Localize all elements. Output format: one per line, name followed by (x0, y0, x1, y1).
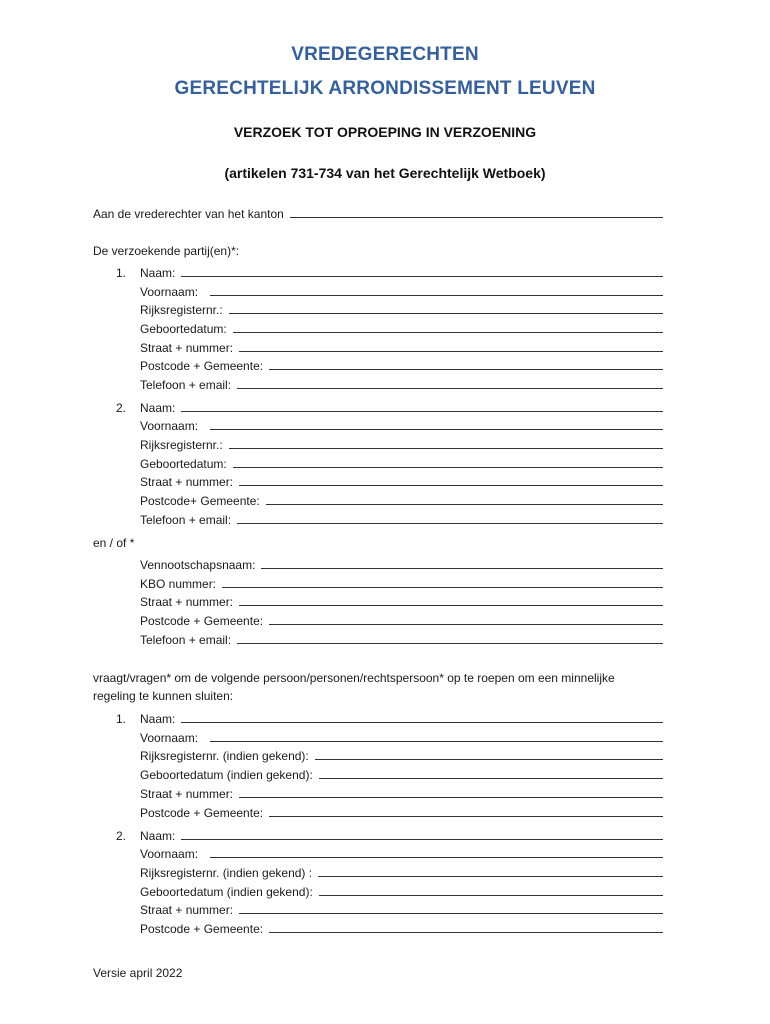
verzoeker2-straat-blank[interactable] (239, 484, 663, 486)
tegenpartij2-naam-blank[interactable] (181, 838, 663, 840)
request-text-line1: vraagt/vragen* om de volgende persoon/personen/rechtspersoon* op te roepen om een minnelijke (93, 671, 615, 685)
tegenpartij2-straat-field[interactable] (140, 903, 663, 917)
kanton-blank[interactable] (290, 216, 663, 218)
verzoeker1-rijks-blank[interactable] (229, 312, 663, 314)
verzoeker2-telefoon-blank[interactable] (237, 522, 663, 524)
verzoeker2-voornaam-label: Voornaam: (140, 419, 199, 433)
tegenpartij2-naam-label: Naam: (140, 829, 176, 843)
tegenpartij1-geboorte-label: Geboortedatum (indien gekend): (140, 768, 313, 782)
verzoeker2-geboorte-field[interactable] (140, 457, 663, 471)
tegenpartij2-voornaam-field[interactable] (140, 847, 663, 861)
vennootschap-postcode-field[interactable] (140, 614, 663, 628)
tegenpartij1-straat-field[interactable] (140, 787, 663, 801)
en-of-text: en / of * (93, 536, 135, 550)
tegenpartij1-geboorte-blank[interactable] (319, 777, 663, 779)
tegenpartij1-voornaam-blank[interactable] (210, 740, 663, 742)
form-subtitle: VERZOEK TOT OPROEPING IN VERZOENING (233, 124, 537, 140)
tegenpartij1-naam-blank[interactable] (181, 721, 663, 723)
vennootschap-naam-label: Vennootschapsnaam: (140, 558, 256, 572)
request-text-line2: regeling te kunnen sluiten: (93, 689, 234, 703)
verzoeker2-naam-field[interactable] (140, 401, 663, 415)
verzoeker2-naam-label: Naam: (140, 401, 176, 415)
vennootschap-postcode-label: Postcode + Gemeente: (140, 614, 264, 628)
tegenpartij2-rijks-field[interactable] (140, 866, 663, 880)
tegenpartij1-straat-blank[interactable] (239, 796, 663, 798)
tegenpartij2-naam-field[interactable] (140, 829, 663, 843)
vennootschap-naam-field[interactable] (140, 558, 663, 572)
verzoeker2-voornaam-blank[interactable] (210, 428, 663, 430)
tegenpartij2-number: 2. (116, 829, 127, 843)
tegenpartij1-rijks-field[interactable] (140, 749, 663, 763)
tegenpartij1-postcode-field[interactable] (140, 806, 663, 820)
kanton-label: Aan de vrederechter van het kanton (93, 207, 284, 221)
tegenpartij1-voornaam-field[interactable] (140, 731, 663, 745)
verzoeker1-rijks-field[interactable] (140, 303, 663, 317)
verzoeker1-postcode-field[interactable] (140, 359, 663, 373)
tegenpartij2-rijks-label: Rijksregisternr. (indien gekend) : (140, 866, 313, 880)
tegenpartij2-postcode-label: Postcode + Gemeente: (140, 922, 264, 936)
verzoeker1-straat-blank[interactable] (239, 350, 663, 352)
verzoeker2-naam-blank[interactable] (181, 410, 663, 412)
verzoeker1-voornaam-label: Voornaam: (140, 285, 199, 299)
verzoeker2-rijks-field[interactable] (140, 438, 663, 452)
verzoeker1-rijks-label: Rijksregisternr.: (140, 303, 223, 317)
verzoeker1-telefoon-blank[interactable] (237, 387, 663, 389)
verzoeker2-geboorte-blank[interactable] (233, 466, 663, 468)
tegenpartij1-rijks-blank[interactable] (315, 758, 663, 760)
tegenpartij2-geboorte-label: Geboortedatum (indien gekend): (140, 885, 313, 899)
verzoeker1-geboorte-label: Geboortedatum: (140, 322, 227, 336)
vennootschap-kbo-field[interactable] (140, 577, 663, 591)
vennootschap-straat-field[interactable] (140, 595, 663, 609)
verzoeker1-straat-label: Straat + nummer: (140, 341, 234, 355)
version-footer: Versie april 2022 (93, 966, 183, 980)
verzoeker2-geboorte-label: Geboortedatum: (140, 457, 227, 471)
verzoeker1-postcode-label: Postcode + Gemeente: (140, 359, 264, 373)
tegenpartij2-voornaam-label: Voornaam: (140, 847, 199, 861)
verzoekers-heading: De verzoekende partij(en)*: (93, 244, 240, 258)
tegenpartij1-postcode-blank[interactable] (269, 815, 663, 817)
tegenpartij1-rijks-label: Rijksregisternr. (indien gekend): (140, 749, 309, 763)
tegenpartij1-naam-label: Naam: (140, 712, 176, 726)
vennootschap-telefoon-label: Telefoon + email: (140, 633, 232, 647)
verzoeker1-geboorte-field[interactable] (140, 322, 663, 336)
verzoeker2-voornaam-field[interactable] (140, 419, 663, 433)
verzoeker1-voornaam-field[interactable] (140, 285, 663, 299)
vennootschap-kbo-blank[interactable] (222, 586, 663, 588)
tegenpartij1-straat-label: Straat + nummer: (140, 787, 234, 801)
articles-reference: (artikelen 731-734 van het Gerechtelijk Wetboek) (224, 165, 546, 181)
verzoeker2-number: 2. (116, 401, 127, 415)
verzoeker2-rijks-blank[interactable] (229, 447, 663, 449)
tegenpartij1-postcode-label: Postcode + Gemeente: (140, 806, 264, 820)
tegenpartij2-voornaam-blank[interactable] (210, 856, 663, 858)
tegenpartij2-geboorte-blank[interactable] (319, 894, 663, 896)
verzoeker2-postcode-field[interactable] (140, 494, 663, 508)
vennootschap-telefoon-field[interactable] (140, 633, 663, 647)
verzoeker2-postcode-blank[interactable] (266, 503, 663, 505)
vennootschap-straat-blank[interactable] (239, 604, 663, 606)
tegenpartij1-voornaam-label: Voornaam: (140, 731, 199, 745)
verzoeker1-voornaam-blank[interactable] (210, 294, 663, 296)
title-arrondissement: GERECHTELIJK ARRONDISSEMENT LEUVEN (174, 78, 596, 99)
tegenpartij1-naam-field[interactable] (140, 712, 663, 726)
verzoeker1-telefoon-label: Telefoon + email: (140, 378, 232, 392)
verzoeker2-straat-label: Straat + nummer: (140, 475, 234, 489)
vennootschap-telefoon-blank[interactable] (237, 642, 663, 644)
vennootschap-kbo-label: KBO nummer: (140, 577, 217, 591)
kanton-field[interactable] (93, 207, 663, 221)
verzoeker1-straat-field[interactable] (140, 341, 663, 355)
tegenpartij1-number: 1. (116, 712, 127, 726)
verzoeker2-straat-field[interactable] (140, 475, 663, 489)
verzoeker1-naam-label: Naam: (140, 266, 176, 280)
verzoeker2-telefoon-label: Telefoon + email: (140, 513, 232, 527)
verzoeker1-telefoon-field[interactable] (140, 378, 663, 392)
title-vredegerechten: VREDEGERECHTEN (291, 44, 479, 65)
verzoeker1-number: 1. (116, 266, 127, 280)
tegenpartij2-geboorte-field[interactable] (140, 885, 663, 899)
verzoeker2-rijks-label: Rijksregisternr.: (140, 438, 223, 452)
vennootschap-postcode-blank[interactable] (269, 623, 663, 625)
tegenpartij1-geboorte-field[interactable] (140, 768, 663, 782)
tegenpartij2-straat-label: Straat + nummer: (140, 903, 234, 917)
verzoeker1-naam-field[interactable] (140, 266, 663, 280)
verzoeker2-telefoon-field[interactable] (140, 513, 663, 527)
tegenpartij2-straat-blank[interactable] (239, 912, 663, 914)
verzoeker1-geboorte-blank[interactable] (233, 331, 663, 333)
vennootschap-straat-label: Straat + nummer: (140, 595, 234, 609)
tegenpartij2-postcode-field[interactable] (140, 922, 663, 936)
vennootschap-naam-blank[interactable] (261, 567, 663, 569)
verzoeker1-postcode-blank[interactable] (269, 368, 663, 370)
tegenpartij2-postcode-blank[interactable] (269, 931, 663, 933)
tegenpartij2-rijks-blank[interactable] (318, 875, 663, 877)
verzoeker2-postcode-label: Postcode+ Gemeente: (140, 494, 260, 508)
verzoeker1-naam-blank[interactable] (181, 275, 663, 277)
